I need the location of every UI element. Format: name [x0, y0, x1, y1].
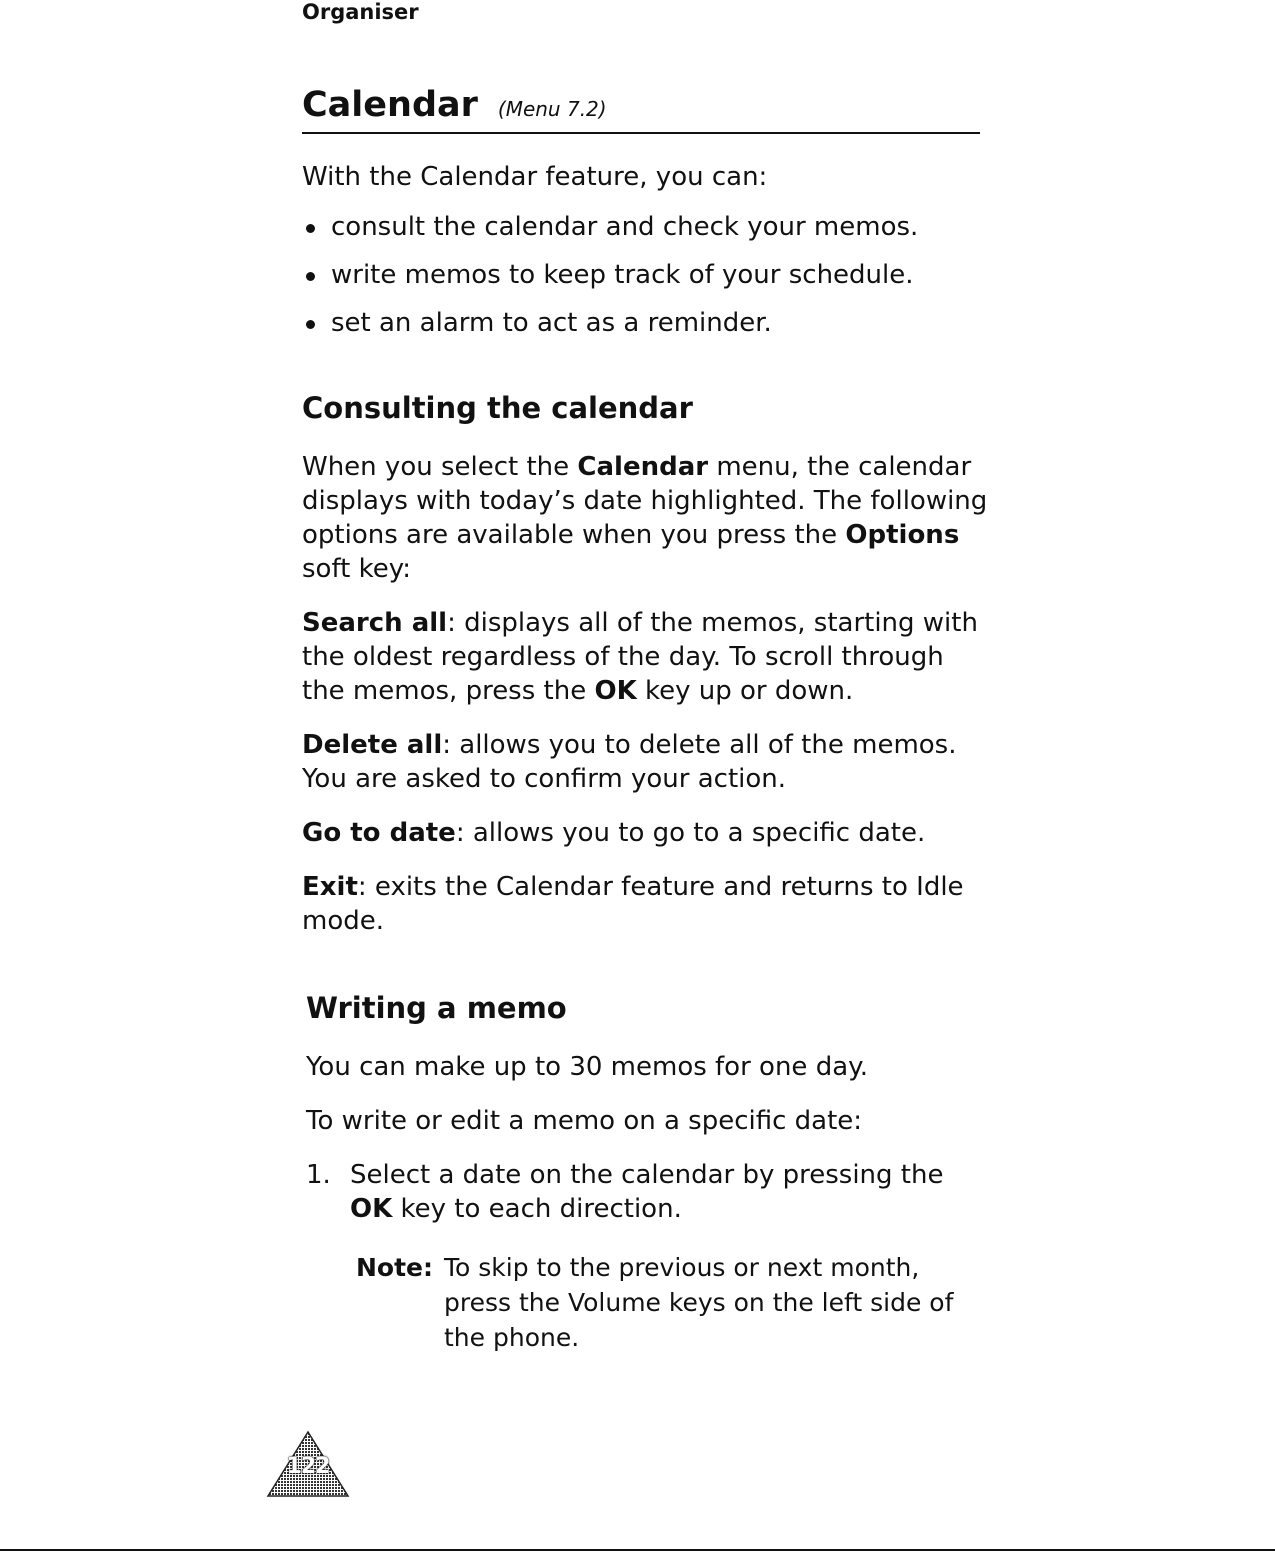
feature-list [302, 210, 992, 340]
page-number-marker [266, 1430, 350, 1498]
note-block [302, 1250, 992, 1355]
writing-paragraph-1: You can make up to 30 memos for one day. [306, 1052, 869, 1082]
bullet-icon [306, 320, 315, 329]
option-name: Exit [302, 872, 358, 902]
page-content [302, 160, 992, 1355]
option-desc: : allows you to go to a specific date. [455, 818, 926, 848]
option-go-to-date [302, 816, 992, 850]
bold-term: OK [350, 1194, 393, 1224]
bottom-divider [0, 1549, 1275, 1551]
option-delete-all [302, 728, 992, 796]
text-run: menu, the calendar displays with today’s date highlighted. The following options are available when you press the [302, 452, 988, 550]
bullet-icon [306, 224, 315, 233]
list-item [302, 210, 992, 244]
option-desc: key up or down. [636, 676, 854, 706]
step-1 [302, 1158, 992, 1226]
page-title: Calendar [302, 85, 478, 125]
list-item-text: set an alarm to act as a reminder. [331, 308, 772, 338]
option-name: Go to date [302, 818, 456, 848]
writing-paragraph-2: To write or edit a memo on a specific date: [306, 1106, 863, 1136]
list-item [302, 258, 992, 292]
step-number: 1. [306, 1160, 331, 1190]
note-label: Note: [356, 1253, 434, 1282]
menu-reference: (Menu 7.2) [497, 97, 607, 121]
option-desc: : displays all of the memos, starting with the oldest regardless of the day. To scroll through the memos, press the [302, 608, 978, 706]
list-item-text: consult the calendar and check your memos. [331, 212, 919, 242]
consulting-heading: Consulting the calendar [302, 391, 693, 425]
bullet-icon [306, 272, 315, 281]
text-run: soft key: [302, 554, 411, 584]
step-text: key to each direction. [392, 1194, 682, 1224]
page-title-row [302, 82, 980, 134]
list-item [302, 306, 992, 340]
bold-term: Options [845, 520, 960, 550]
writing-heading: Writing a memo [306, 991, 567, 1025]
note-text: To skip to the previous or next month, press the Volume keys on the left side of the phone. [444, 1253, 954, 1352]
option-desc: : allows you to delete all of the memos. You are asked to confirm your action. [302, 730, 957, 794]
bold-term: OK [594, 676, 637, 706]
intro-text: With the Calendar feature, you can: [302, 162, 768, 192]
option-name: Search all [302, 608, 448, 638]
option-search-all [302, 606, 992, 708]
list-item-text: write memos to keep track of your schedule. [331, 260, 914, 290]
page-number: 122 [286, 1454, 330, 1479]
text-run: When you select the [302, 452, 578, 482]
step-text: Select a date on the calendar by pressing the [350, 1160, 944, 1190]
option-exit [302, 870, 992, 938]
consulting-paragraph [302, 450, 992, 586]
option-name: Delete all [302, 730, 443, 760]
option-desc: : exits the Calendar feature and returns to Idle mode. [302, 872, 964, 936]
bold-term: Calendar [577, 452, 709, 482]
section-label: Organiser [302, 0, 419, 24]
